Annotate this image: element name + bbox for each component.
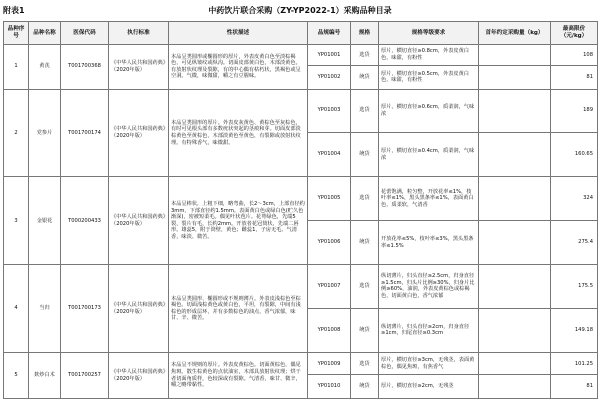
cell-item-code: YP01001: [308, 45, 351, 66]
cell-standard: 《中华人民共和国药典》（2020年版）: [109, 265, 169, 353]
cell-seq: 2: [4, 89, 29, 177]
cell-standard: 《中华人民共和国药典》（2020年版）: [109, 177, 169, 265]
header-item-code: 品规编号: [308, 22, 351, 45]
cell-annual-qty: [479, 265, 551, 308]
table-row: [4, 45, 598, 66]
document-title: 中药饮片联合采购（ZY-YP2022-1）采购品种目录: [208, 6, 392, 15]
cell-seq: 4: [4, 265, 29, 353]
procurement-table: [3, 21, 598, 399]
cell-max-price: 108: [551, 45, 598, 66]
cell-grade: 厚片，横切直径≥0.4cm，质柔润，气味浓: [379, 132, 479, 177]
cell-max-price: 275.4: [551, 220, 598, 265]
cell-grade: 花蕾饱满，粒匀整，开放花率≤1%，枝叶率≤1%，黑头黑条率≤1%，表面黄白色，质柔软，气清香: [379, 177, 479, 220]
cell-annual-qty: [479, 375, 551, 399]
header-seq: 品种序号: [4, 22, 29, 45]
cell-grade: 开放花率≤5%，枝叶率≤3%，黑头黑条率≤1.5%: [379, 220, 479, 265]
cell-spec: 选货: [351, 265, 379, 308]
cell-med-code: T001700368: [61, 45, 109, 90]
cell-name: 麸炒白术: [29, 353, 61, 399]
cell-annual-qty: [479, 177, 551, 220]
cell-item-code: YP01008: [308, 308, 351, 353]
table-row: [4, 89, 598, 132]
cell-annual-qty: [479, 220, 551, 265]
cell-grade: 纵切薄片，归头直径≥2cm，归身直径≥1cm，归尾直径≥0.3cm: [379, 308, 479, 353]
cell-standard: 《中华人民共和国药典》（2020年版）: [109, 353, 169, 399]
header-grade: 规格等级要求: [379, 22, 479, 45]
cell-med-code: T001700174: [61, 89, 109, 177]
cell-max-price: 81: [551, 66, 598, 89]
cell-max-price: 324: [551, 177, 598, 220]
header-description: 性状描述: [169, 22, 308, 45]
cell-seq: 1: [4, 45, 29, 90]
cell-description: 本品呈不规则的厚片。外表皮黄棕色。切面黄棕色，偶见焦斑。散生棕黄色的点状油室，木部具放射状纹理；烘干者切面角质样，色较深或有裂隙。气清香，味甘、微辛，嚼之略带黏性。: [169, 353, 308, 399]
cell-description: 本品呈类圆形、椭圆形或不规则薄片。外表皮浅棕色至棕褐色。切面浅棕黄色或黄白色，平坦，有裂隙，中间有浅棕色的形成层环，并有多数棕色的油点，香气浓郁，味甘、辛、微苦。: [169, 265, 308, 353]
cell-standard: 《中华人民共和国药典》（2020年版）: [109, 89, 169, 177]
cell-med-code: T000200433: [61, 177, 109, 265]
cell-max-price: 81: [551, 375, 598, 399]
cell-spec: 选货: [351, 45, 379, 66]
cell-med-code: T001700173: [61, 265, 109, 353]
cell-grade: 厚片，横切直径≥3cm，无残茎，表面黄棕色，偶见焦斑，有焦香气: [379, 353, 479, 375]
table-row: [4, 265, 598, 308]
cell-name: 党参片: [29, 89, 61, 177]
header-annual-qty: 首年约定采购量（kg）: [479, 22, 551, 45]
header-row: [4, 22, 598, 45]
cell-seq: 5: [4, 353, 29, 399]
header-standard: 执行标准: [109, 22, 169, 45]
cell-item-code: YP01007: [308, 265, 351, 308]
annex-label: 附表1: [3, 6, 25, 15]
table-row: [4, 177, 598, 220]
cell-name: 当归: [29, 265, 61, 353]
cell-annual-qty: [479, 66, 551, 89]
cell-item-code: YP01003: [308, 89, 351, 132]
cell-spec: 统货: [351, 220, 379, 265]
cell-annual-qty: [479, 45, 551, 66]
cell-item-code: YP01005: [308, 177, 351, 220]
cell-grade: 厚片，横切直径≥2cm，无残茎: [379, 375, 479, 399]
cell-item-code: YP01002: [308, 66, 351, 89]
cell-grade: 纵切薄片，归头直径≥2.5cm，归身直径≥1.5cm，归头片比例≥30%，归身片比例≥60%，油润，外表皮黄棕色或棕褐色，切面黄白色，香气浓郁: [379, 265, 479, 308]
table-body: [4, 45, 598, 399]
cell-item-code: YP01006: [308, 220, 351, 265]
cell-grade: 厚片，横切直径≥0.8cm，外表皮黄白色，味甜，有粉性: [379, 45, 479, 66]
cell-item-code: YP01009: [308, 353, 351, 375]
cell-standard: 《中华人民共和国药典》（2020年版）: [109, 45, 169, 90]
header-name: 品种名称: [29, 22, 61, 45]
cell-spec: 统货: [351, 132, 379, 177]
cell-description: 本品呈类圆形的厚片。外表皮灰黄色、黄棕色至灰棕色，有时可见根头部有多数疣状突起的茎痕和芽。切面皮部淡棕黄色至黄棕色，木部淡黄色至黄色，有裂隙或放射状纹理。有特殊香气，味微甜。: [169, 89, 308, 177]
cell-grade: 厚片，横切直径≥0.5cm，外表皮黄白色，味甜，有粉性: [379, 66, 479, 89]
cell-max-price: 189: [551, 89, 598, 132]
header-max-price: 最高限价（元/kg）: [551, 22, 598, 45]
cell-max-price: 149.18: [551, 308, 598, 353]
cell-max-price: 175.5: [551, 265, 598, 308]
cell-spec: 选货: [351, 177, 379, 220]
cell-seq: 3: [4, 177, 29, 265]
table-row: [4, 353, 598, 375]
cell-description: 本品呈棒状，上粗下细，略弯曲，长2～3cm，上部直径约3mm，下部直径约1.5mm。表面黄白色或绿白色(贮久色渐深)，密被短柔毛。偶见叶状苞片。花萼绿色，先端5裂，裂片有毛，长约2mm。开放者花冠筒状，先端二唇形。雄蕊5，附于筒壁，黄色；雌蕊1，子房无毛。气清香，味淡、微苦。: [169, 177, 308, 265]
cell-max-price: 160.65: [551, 132, 598, 177]
cell-spec: 统货: [351, 308, 379, 353]
cell-max-price: 101.25: [551, 353, 598, 375]
header-spec: 规格: [351, 22, 379, 45]
cell-item-code: YP01010: [308, 375, 351, 399]
cell-annual-qty: [479, 89, 551, 132]
cell-annual-qty: [479, 353, 551, 375]
cell-grade: 厚片，横切直径≥0.6cm，质柔润，气味浓: [379, 89, 479, 132]
cell-name: 黄芪: [29, 45, 61, 90]
cell-annual-qty: [479, 308, 551, 353]
cell-spec: 统货: [351, 66, 379, 89]
cell-description: 本品呈类圆形或椭圆形的厚片，外表皮黄白色至淡棕褐色，可见纵皱纹或纵沟。切面皮部黄白色，木部淡黄色，有放射状纹理及裂隙，有的中心偶有枯朽状，黑褐色或呈空洞。气微，味微甜，嚼之有豆腥味。: [169, 45, 308, 90]
cell-med-code: T001700257: [61, 353, 109, 399]
header-med-code: 医保代码: [61, 22, 109, 45]
cell-annual-qty: [479, 132, 551, 177]
cell-spec: 选货: [351, 89, 379, 132]
cell-name: 金银花: [29, 177, 61, 265]
cell-spec: 选货: [351, 353, 379, 375]
cell-spec: 统货: [351, 375, 379, 399]
cell-item-code: YP01004: [308, 132, 351, 177]
